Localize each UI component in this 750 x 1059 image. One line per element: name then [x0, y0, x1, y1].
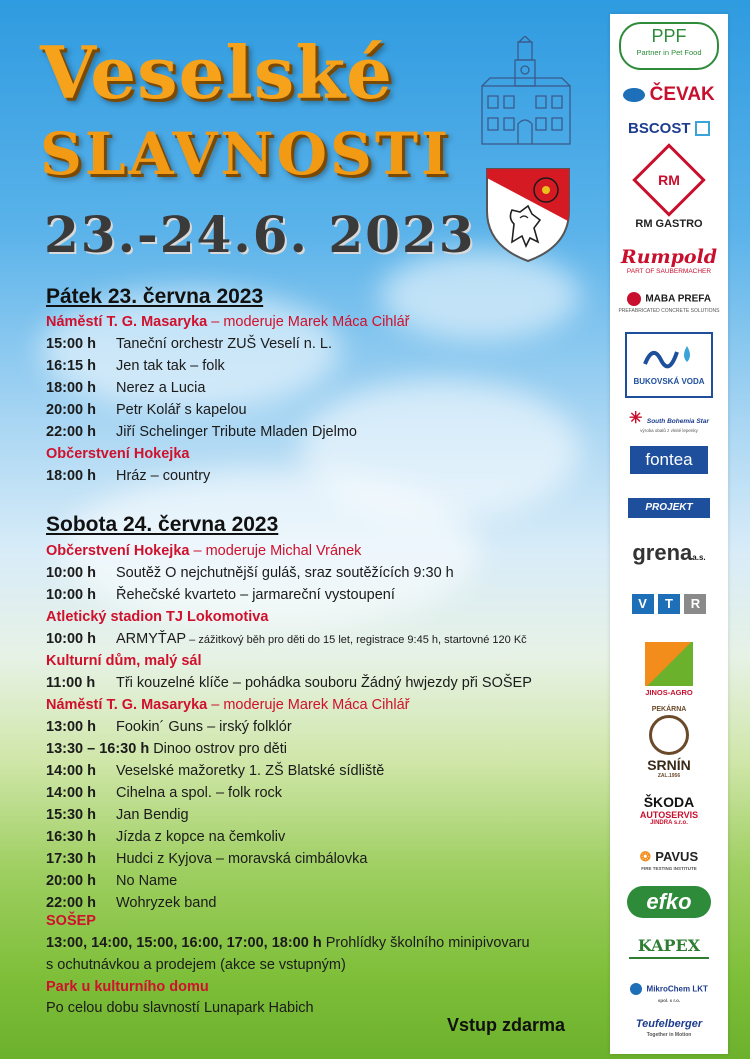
projekt-logo: PROJEKT	[610, 498, 728, 518]
list-item: 14:00 h Cihelna a spol. – folk rock	[46, 785, 283, 801]
list-item: 14:00 h Veselské mažoretky 1. ZŠ Blatské sídliště	[46, 763, 385, 779]
free-entry-label: Vstup zdarma	[447, 1015, 566, 1035]
list-item: s ochutnávkou a prodejem (akce se vstupným)	[46, 957, 346, 973]
bukovska-voda-logo: BUKOVSKÁ VODA	[610, 332, 728, 398]
sponsor-sidebar	[610, 14, 728, 1054]
south-bohemia-star-logo: ✳ South Bohemia Star výroba obalů z vlnité lepenky	[629, 410, 709, 433]
list-item: 16:30 h Jízda z kopce na čemkoliv	[46, 829, 286, 845]
maba-prefa-logo: MABA PREFA PREFABRICATED CONCRETE SOLUTIONS	[618, 293, 720, 314]
saturday-venue-park: Park u kulturního domu	[46, 979, 209, 995]
list-item: 20:00 h Petr Kolář s kapelou	[46, 402, 247, 418]
event-dates: 23.-24.6. 2023	[44, 205, 476, 264]
list-item: 13:00, 14:00, 15:00, 16:00, 17:00, 18:00 h Prohlídky školního minipivovaru	[46, 935, 530, 951]
list-item: 22:00 h Jiří Schelinger Tribute Mladen Djelmo	[46, 424, 357, 440]
list-item: 10:00 h ARMYŤAP – zážitkový běh pro děti do 15 let, registrace 9:45 h, startovné 120 Kč	[46, 631, 527, 647]
list-item: 18:00 h Hráz – country	[46, 468, 211, 484]
list-item: 22:00 h Wohryzek band	[46, 895, 217, 911]
grena-logo: grenaa.s.	[632, 540, 706, 565]
water-waves-icon	[639, 340, 699, 372]
friday-venue-hokejka: Občerstvení Hokejka	[46, 446, 190, 462]
list-item: 18:00 h Nerez a Lucia	[46, 380, 206, 396]
saturday-venue-stadion: Atletický stadion TJ Lokomotiva	[46, 609, 269, 625]
list-item: 13:30 – 16:30 h Dinoo ostrov pro děti	[46, 741, 287, 757]
list-item: 13:00 h Fookin´ Guns – irský folklór	[46, 719, 292, 735]
rumpold-logo: Rumpold PART OF SAUBERMACHER	[620, 246, 718, 275]
bscost-logo: BSCOST	[610, 120, 728, 138]
coat-of-arms-icon	[484, 166, 572, 264]
teufelberger-logo: Teufelberger Together in Motion	[635, 1018, 703, 1038]
list-item: 16:15 h Jen tak tak – folk	[46, 358, 225, 374]
saturday-heading: Sobota 24. června 2023	[46, 513, 279, 536]
mikrochem-logo: MikroChem LKT spol. s r.o.	[610, 980, 728, 1003]
ppf-logo: PPF Partner in Pet Food	[610, 22, 728, 70]
jinos-agro-logo: JINOS-AGRO	[610, 642, 728, 697]
efko-logo: efko	[610, 886, 728, 918]
list-item: 20:00 h No Name	[46, 873, 178, 889]
rm-gastro-logo: RM RM GASTRO	[610, 154, 728, 230]
list-item: 15:30 h Jan Bendig	[46, 807, 189, 823]
title-line1: Veselské	[40, 30, 393, 115]
kapex-logo: KAPEX	[610, 936, 728, 961]
srnin-logo: PEKÁRNA SRNÍN ZAL.1956	[647, 706, 691, 779]
saturday-venue-namesti: Náměstí T. G. Masaryka – moderuje Marek Máca Cihlář	[46, 697, 410, 713]
list-item: Po celou dobu slavností Lunapark Habich	[46, 1000, 314, 1016]
friday-heading: Pátek 23. června 2023	[46, 285, 264, 308]
list-item: 10:00 h Soutěž O nejchutnější guláš, sraz soutěžících 9:30 h	[46, 565, 454, 581]
fontea-logo: fontea	[610, 446, 728, 474]
cevak-logo: ČEVAK	[610, 84, 728, 106]
town-hall-illustration	[478, 36, 574, 148]
vtr-logo: V T R	[610, 594, 728, 614]
skoda-autoservis-logo: ŠKODA AUTOSERVIS JINDRA s.r.o.	[639, 794, 699, 826]
saturday-venue-sosep: SOŠEP	[46, 913, 96, 929]
saturday-venue-kd: Kulturní dům, malý sál	[46, 653, 202, 669]
saturday-venue-hokejka: Občerstvení Hokejka – moderuje Michal Vránek	[46, 543, 362, 559]
list-item: 10:00 h Řehečské kvarteto – jarmareční vystoupení	[46, 587, 395, 603]
friday-venue-namesti: Náměstí T. G. Masaryka – moderuje Marek Máca Cihlář	[46, 314, 410, 330]
list-item: 15:00 h Taneční orchestr ZUŠ Veselí n. L.	[46, 336, 332, 352]
pavus-logo: ❂ PAVUS FIRE TESTING INSTITUTE	[639, 849, 699, 871]
list-item: 11:00 h Tři kouzelné klíče – pohádka souboru Žádný hwjezdy při SOŠEP	[46, 675, 532, 691]
title-line2: SLAVNOSTI	[40, 120, 452, 188]
list-item: 17:30 h Hudci z Kyjova – moravská cimbálovka	[46, 851, 368, 867]
